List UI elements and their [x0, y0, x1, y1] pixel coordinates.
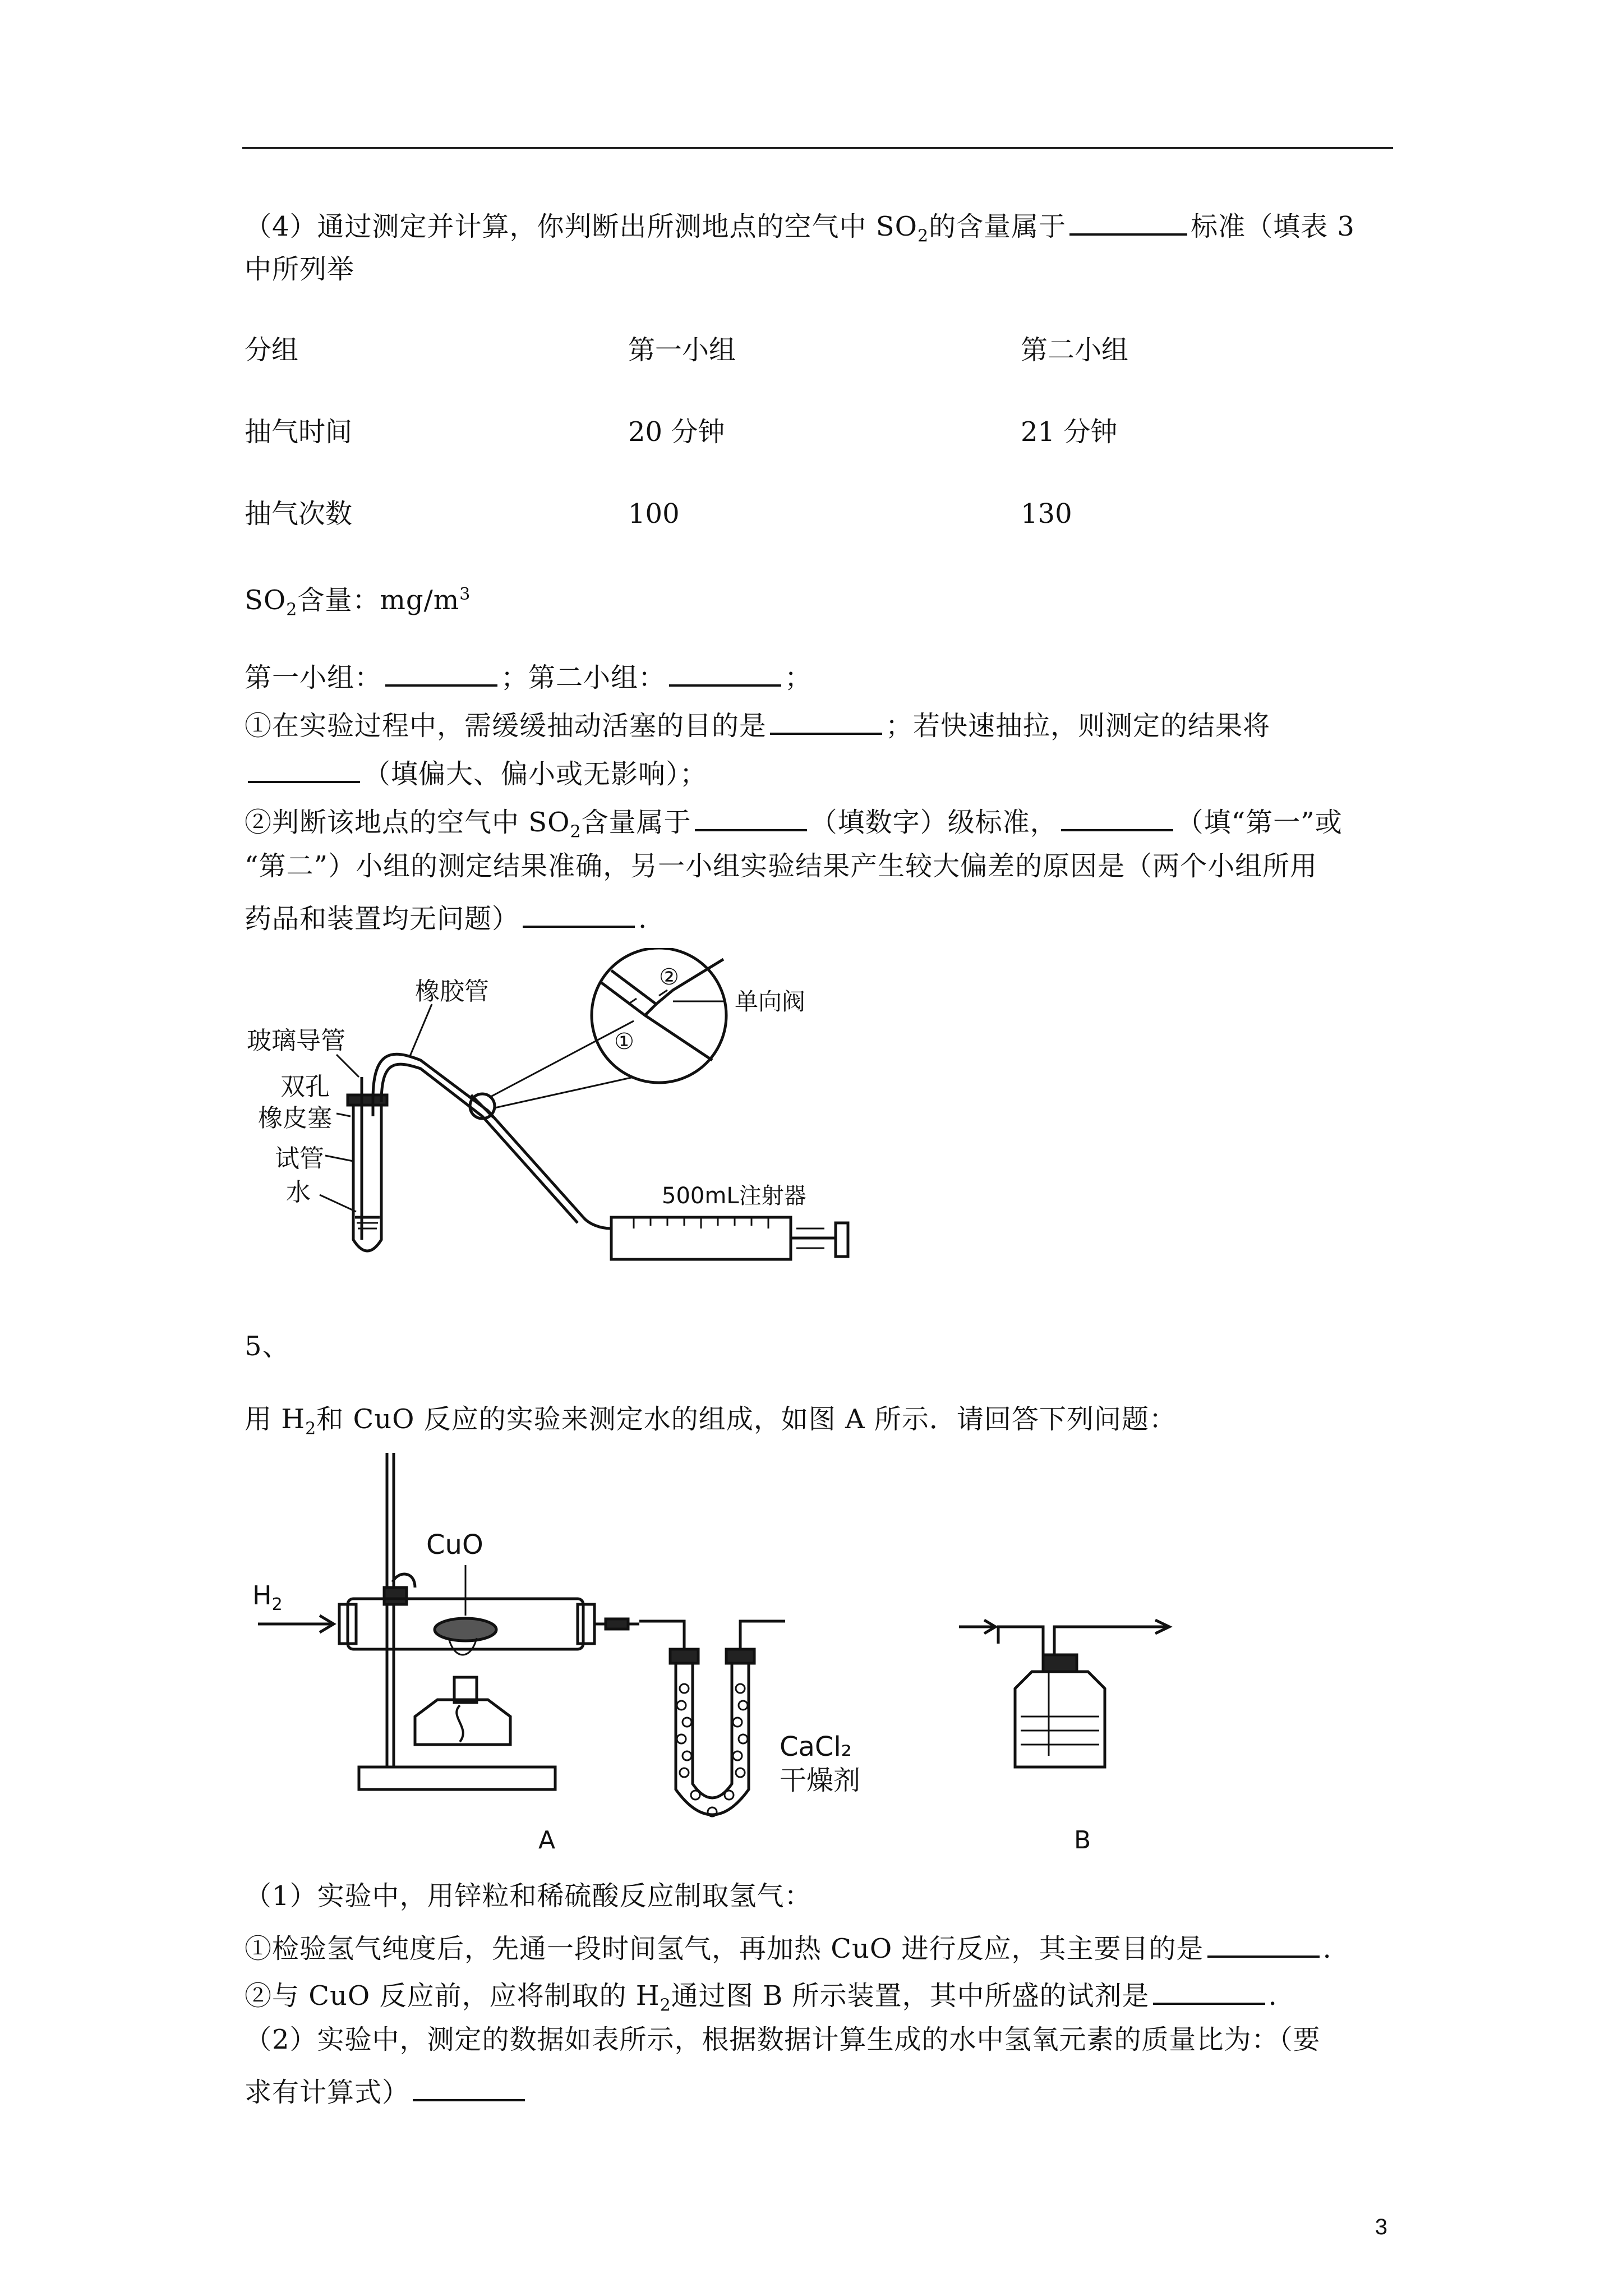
wash-bottle — [1015, 1672, 1105, 1767]
table-cell-count-g2: 130 — [1021, 498, 1072, 530]
so2-sampling-apparatus-diagram — [241, 948, 875, 1285]
table-row-label-time: 抽气时间 — [245, 416, 353, 448]
groups-answer-line: 第一小组： ；第二小组： ； — [245, 656, 812, 694]
item1-line1: ①在实验过程中，需缓缓抽动活塞的目的是 ；若快速抽拉，则测定的结果将 — [245, 705, 1270, 743]
table-cell-time-g2: 21 分钟 — [1021, 416, 1118, 448]
label-syringe: 500mL注射器 — [662, 1183, 806, 1209]
table-cell-count-g1: 100 — [628, 498, 680, 530]
item1-line2: （填偏大、偏小或无影响）； — [245, 753, 707, 791]
label-stopper: 橡皮塞 — [258, 1104, 332, 1133]
q5-number: 5、 — [245, 1331, 290, 1362]
answer-blank[interactable] — [1153, 1975, 1265, 2005]
answer-blank[interactable] — [695, 801, 807, 831]
label-cuo: CuO — [426, 1529, 483, 1561]
label-desiccant: 干燥剂 — [780, 1765, 861, 1796]
item2-line1: ②判断该地点的空气中 $SO_2$含量属于 （填数字）级标准， （填“第一”或 — [245, 801, 1343, 849]
q5-part1-title: （1）实验中，用锌粒和稀硫酸反应制取氢气： — [245, 1880, 812, 1912]
q4-intro: （4）通过测定并计算，你判断出所测地点的空气中 $SO_2$的含量属于 标准（填表 3 — [245, 205, 1355, 254]
answer-blank[interactable] — [1069, 205, 1187, 236]
table-header-group1: 第一小组 — [628, 334, 736, 366]
label-glass-tube: 玻璃导管 — [247, 1027, 345, 1055]
answer-blank[interactable] — [770, 705, 882, 735]
label-circle-1: ① — [614, 1029, 634, 1055]
item2-line2: “第二”）小组的测定结果准确，另一小组实验结果产生较大偏差的原因是（两个小组所用 — [245, 850, 1318, 882]
q5-intro: 用 $H_2$和 CuO 反应的实验来测定水的组成，如图 A 所示．请回答下列问题： — [245, 1404, 1177, 1439]
table-row-label-count: 抽气次数 — [245, 498, 353, 530]
label-check-valve: 单向阀 — [735, 988, 806, 1015]
label-cacl2: CaCl₂ — [780, 1731, 852, 1763]
answer-blank[interactable] — [1061, 801, 1173, 831]
table-header-group2: 第二小组 — [1021, 334, 1129, 366]
q5-part1-item-b: ②与 CuO 反应前，应将制取的 $H_2$通过图 B 所示装置，其中所盛的试剂是 . — [245, 1975, 1278, 2023]
answer-blank-group1[interactable] — [385, 656, 497, 687]
q5-part2-line2: 求有计算式） — [245, 2071, 528, 2109]
u-tube — [676, 1660, 749, 1815]
answer-blank[interactable] — [1207, 1927, 1320, 1958]
header-rule — [242, 147, 1393, 149]
table-cell-time-g1: 20 分钟 — [628, 416, 725, 448]
label-water: 水 — [286, 1178, 311, 1207]
answer-blank[interactable] — [413, 2071, 525, 2101]
label-test-tube: 试管 — [275, 1144, 324, 1173]
h2-cuo-apparatus-diagram — [247, 1453, 1256, 1857]
q5-part2-line1: （2）实验中，测定的数据如表所示，根据数据计算生成的水中氢氧元素的质量比为：（要 — [245, 2024, 1321, 2055]
label-circle-2: ② — [659, 964, 679, 990]
so2-content-label: $SO_2$含量：$mg/m^3$ — [245, 585, 471, 620]
label-figure-b: B — [1074, 1826, 1091, 1855]
q5-part1-item-a: ①检验氢气纯度后，先通一段时间氢气，再加热 CuO 进行反应，其主要目的是 . — [245, 1927, 1332, 1966]
label-figure-a: A — [538, 1826, 556, 1855]
q4-intro-line2: 中所列举 — [245, 254, 355, 285]
label-two-hole: 双孔 — [280, 1073, 330, 1101]
answer-blank[interactable] — [523, 898, 635, 928]
answer-blank[interactable] — [248, 753, 360, 783]
page-number: 3 — [1375, 2215, 1387, 2239]
answer-blank-group2[interactable] — [669, 656, 781, 687]
item2-line3: 药品和装置均无问题） . — [245, 898, 647, 936]
table-header-group: 分组 — [245, 334, 299, 366]
label-h2: $H_2$ — [252, 1580, 283, 1614]
label-rubber-tube: 橡胶管 — [415, 977, 489, 1006]
stand-base — [359, 1767, 555, 1789]
